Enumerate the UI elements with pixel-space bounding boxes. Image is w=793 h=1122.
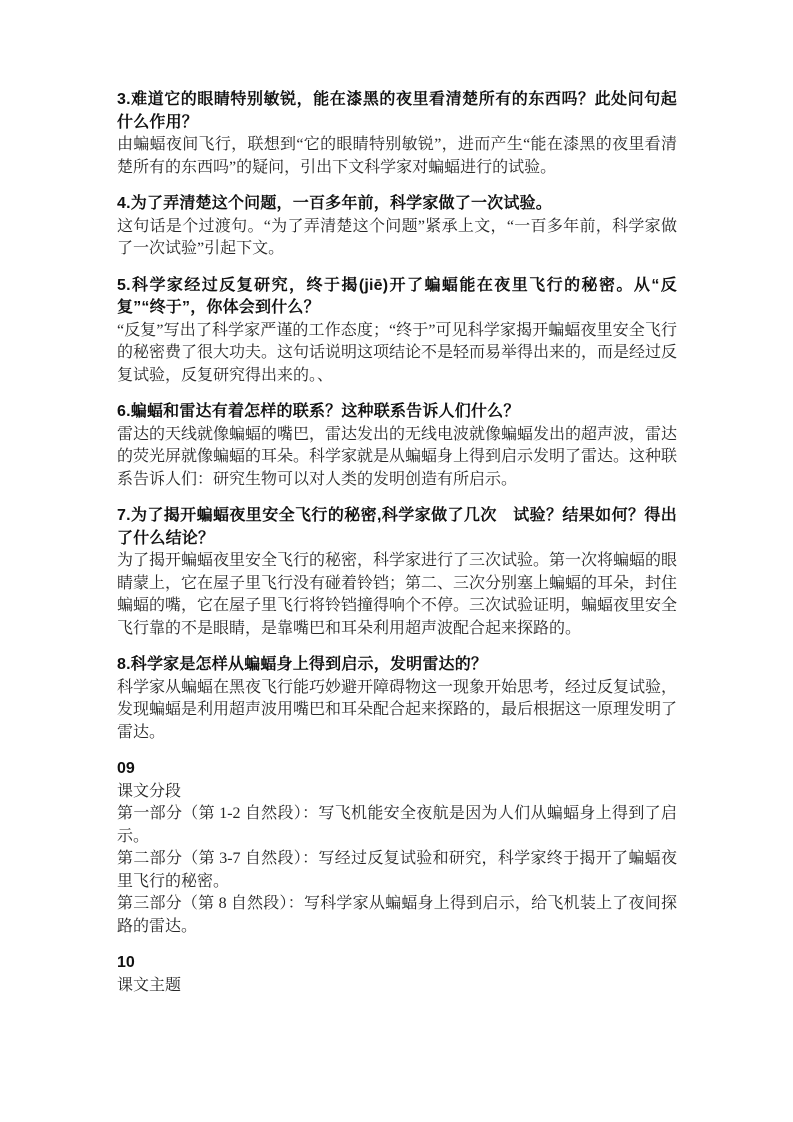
theme-section	[117, 952, 677, 997]
qa-question: 6.蝙蝠和雷达有着怎样的联系？这种联系告诉人们什么？	[117, 403, 520, 420]
qa-section-8	[117, 654, 677, 744]
segment-part-2: 第二部分（第 3-7 自然段）：写经过反复试验和研究，科学家终于揭开了蝙蝠夜里飞行的秘密。	[117, 850, 677, 890]
qa-answer: “反复”写出了科学家严谨的工作态度；“终于”可见科学家揭开蝙蝠夜里安全飞行的秘密费了很大功夫。这句话说明这项结论不是轻而易举得出来的，而是经过反复试验，反复研究得出来的。、	[117, 321, 678, 384]
qa-section-4	[117, 193, 677, 261]
qa-answer: 这句话是个过渡句。“为了弄清楚这个问题”紧承上文，“一百多年前，科学家做了一次试验”引起下文。	[117, 217, 677, 257]
section-number: 10	[117, 954, 135, 971]
segmentation-section	[117, 758, 677, 938]
qa-section-3	[117, 89, 677, 179]
qa-section-5	[117, 275, 677, 388]
qa-question: 4.为了弄清楚这个问题，一百多年前，科学家做了一次试验。	[117, 195, 552, 212]
qa-answer: 为了揭开蝙蝠夜里安全飞行的秘密，科学家进行了三次试验。第一次将蝙蝠的眼睛蒙上，它在屋子里飞行没有碰着铃铛；第二、三次分别塞上蝙蝠的耳朵，封住蝙蝠的嘴，它在屋子里飞行将铃铛撞得响个不停。三次试验证明，蝙蝠夜里安全飞行靠的不是眼睛，是靠嘴巴和耳朵利用超声波配合起来探路的。	[117, 552, 678, 637]
qa-section-6	[117, 401, 677, 491]
qa-question: 5.科学家经过反复研究，终于揭(jiē)开了蝙蝠能在夜里飞行的秘密。从“反复”“终于”，你体会到什么？	[117, 276, 677, 316]
qa-answer: 科学家从蝙蝠在黑夜飞行能巧妙避开障碍物这一现象开始思考，经过反复试验，发现蝙蝠是利用超声波用嘴巴和耳朵配合起来探路的，最后根据这一原理发明了雷达。	[117, 678, 678, 741]
segment-part-1: 第一部分（第 1-2 自然段）：写飞机能安全夜航是因为人们从蝙蝠身上得到了启示。	[117, 805, 677, 845]
document-content	[117, 89, 677, 997]
segment-part-3: 第三部分（第 8 自然段）：写科学家从蝙蝠身上得到启示，给飞机装上了夜间探路的雷达。	[117, 895, 677, 935]
qa-section-7	[117, 505, 677, 640]
section-number: 09	[117, 760, 135, 777]
qa-question: 7.为了揭开蝙蝠夜里安全飞行的秘密,科学家做了几次 试验？结果如何？得出了什么结论？	[117, 507, 677, 547]
qa-answer: 由蝙蝠夜间飞行，联想到“它的眼睛特别敏锐”，进而产生“能在漆黑的夜里看清楚所有的东西吗”的疑问，引出下文科学家对蝙蝠进行的试验。	[117, 136, 677, 176]
qa-question: 3.难道它的眼睛特别敏锐，能在漆黑的夜里看清楚所有的东西吗？此处问句起什么作用？	[117, 91, 677, 131]
qa-answer: 雷达的天线就像蝙蝠的嘴巴，雷达发出的无线电波就像蝙蝠发出的超声波，雷达的荧光屏就像蝙蝠的耳朵。科学家就是从蝙蝠身上得到启示发明了雷达。这种联系告诉人们：研究生物可以对人类的发明创造有所启示。	[117, 425, 678, 488]
section-title: 课文主题	[117, 976, 182, 994]
qa-question: 8.科学家是怎样从蝙蝠身上得到启示，发明雷达的？	[117, 656, 488, 673]
section-title: 课文分段	[117, 782, 182, 800]
